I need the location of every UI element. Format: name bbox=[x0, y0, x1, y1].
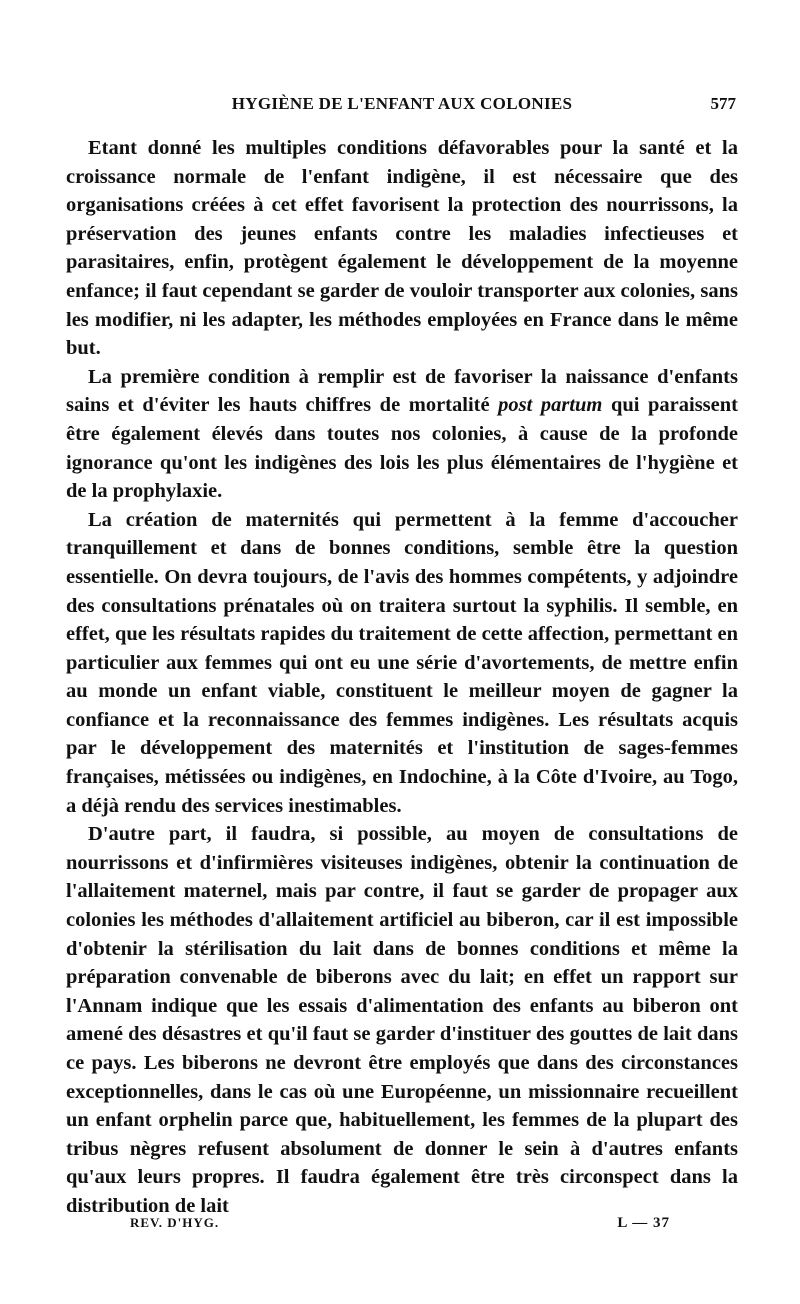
running-title: HYGIÈNE DE L'ENFANT AUX COLONIES bbox=[231, 94, 573, 113]
text-run: La première condition à remplir est de favoriser la naissance d'enfants sains et d'éviter les hauts chiffres de mortalité bbox=[66, 365, 738, 417]
paragraph bbox=[66, 820, 738, 1220]
paragraph bbox=[66, 506, 738, 821]
page-footer bbox=[130, 1212, 670, 1234]
text-run: La création de maternités qui permettent à la femme d'accoucher tranquillement et dans de bonnes conditions, semble être la question essentielle. On devra toujours, de l'avis des hommes compétents, y adjoindre des consultations prénatales où on traitera surtout la syphilis. Il semble, en effet, que les résultats rapides du traitement de cette affection, permettant en particulier aux femmes qui ont eu une série d'avortements, de mettre enfin au monde un enfant viable, constituent le meilleur moyen de gagner la confiance et la reconnaissance des femmes indigènes. Les résultats acquis par le développement des maternités et l'institution de sages-femmes françaises, métissées ou indigènes, en Indochine, à la Côte d'Ivoire, au Togo, a déjà rendu des services inestimables. bbox=[66, 508, 738, 817]
paragraph bbox=[66, 134, 738, 363]
text-run: Etant donné les multiples conditions défavorables pour la santé et la croissance normale de l'enfant indigène, il est nécessaire que des organisations créées à cet effet favorisent la protection des nourrissons, la préservation des jeunes enfants contre les maladies infectieuses et parasitaires, enfin, protègent également le développement de la moyenne enfance; il faut cependant se garder de vouloir transporter aux colonies, sans les modifier, ni les adapter, les méthodes employées en France dans le même but. bbox=[66, 137, 738, 360]
journal-abbreviation: REV. D'HYG. bbox=[130, 1215, 220, 1230]
body-text bbox=[66, 134, 738, 1221]
italic-phrase: post partum bbox=[498, 394, 603, 417]
text-run: qui paraissent être également élevés dans toutes nos colonies, à cause de la profonde ignorance qu'ont les indigènes des lois les plus élémentaires de l'hygiène et de la prophylaxie. bbox=[66, 394, 738, 503]
paragraph bbox=[66, 363, 738, 506]
signature-mark: L — 37 bbox=[617, 1215, 670, 1231]
page-number: 577 bbox=[710, 94, 736, 113]
text-run: D'autre part, il faudra, si possible, au moyen de consultations de nourrissons et d'infirmières visiteuses indigènes, obtenir la continuation de l'allaitement maternel, mais par contre, il faut se garder de propager aux colonies les méthodes d'allaitement artificiel au biberon, car il est impossible d'obtenir la stérilisation du lait dans de bonnes conditions et même la préparation convenable de biberons avec du lait; en effet un rapport sur l'Annam indique que les essais d'alimentation des enfants au biberon ont amené des désastres et qu'il faut se garder d'instituer des gouttes de lait dans ce pays. Les biberons ne devront être employés que dans des circonstances exceptionnelles, dans le cas où une Européenne, un missionnaire recueillent un enfant orphelin parce que, habituellement, les femmes de la plupart des tribus nègres refusent absolument de donner le sein à d'autres enfants qu'aux leurs propres. Il faudra également être très circonspect dans la distribution de lait bbox=[66, 823, 738, 1217]
running-head bbox=[66, 92, 738, 116]
